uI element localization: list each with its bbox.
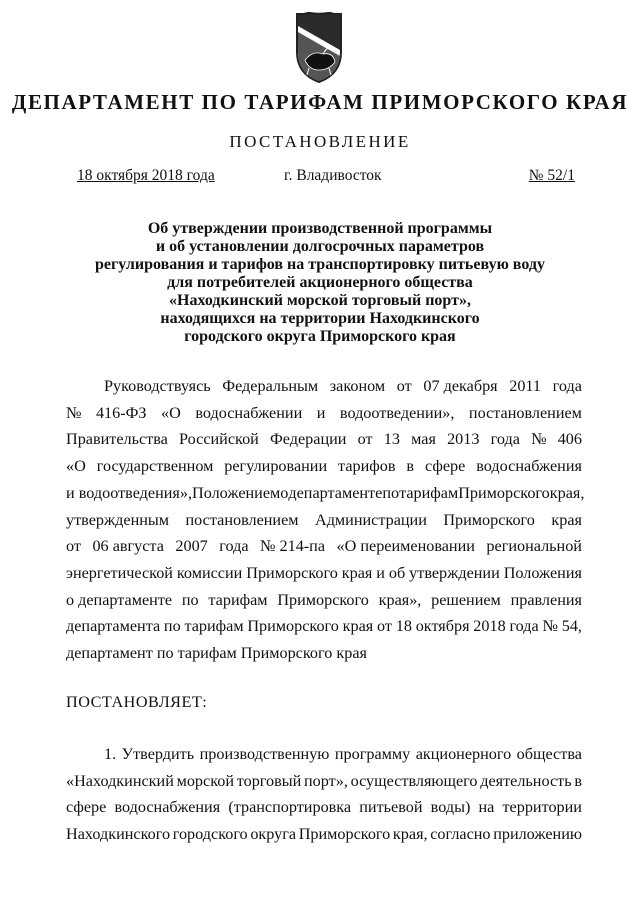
word: решением — [431, 590, 501, 609]
word: № 214-па — [260, 537, 326, 556]
word: (транспортировка — [228, 798, 352, 817]
title-line: «Находкинский морской торговый порт», — [169, 292, 471, 309]
text-line — [66, 768, 582, 795]
word: года — [509, 617, 539, 636]
word: Приморского — [246, 563, 338, 582]
word: по — [382, 483, 400, 502]
word: № — [66, 403, 82, 422]
item-1-paragraph — [66, 741, 582, 848]
title-line: и об установлении долгосрочных параметров — [155, 238, 485, 255]
word: Администрации — [315, 510, 427, 529]
word: «О переименовании — [336, 537, 475, 556]
preamble-paragraph — [66, 373, 585, 667]
word: тарифам — [399, 483, 459, 502]
word: края, — [549, 483, 585, 502]
word: водоснабжения — [476, 457, 582, 476]
word: морской — [176, 771, 235, 790]
text-line: департамент по тарифам Приморского края — [66, 644, 367, 663]
word: региональной — [486, 537, 582, 556]
text-line — [66, 587, 582, 614]
word: 2011 — [509, 377, 542, 395]
text-line — [66, 794, 582, 821]
word: о — [280, 483, 289, 502]
word: «О — [161, 403, 181, 422]
word: 1. — [104, 745, 117, 763]
word: акционерного — [415, 745, 512, 763]
word: городского — [172, 825, 248, 844]
word: на — [478, 798, 495, 817]
title-line: регулирования и тарифов на транспортировку питьевую воду — [95, 256, 545, 273]
word: питьевой — [359, 798, 423, 817]
word: об — [388, 563, 406, 582]
word: Руководствуясь — [104, 377, 211, 395]
word: утверждении — [409, 563, 500, 582]
word: постановлением — [468, 403, 582, 422]
word: Положением — [192, 483, 281, 502]
word: Находкинского — [66, 825, 171, 844]
word: Приморского — [298, 825, 391, 844]
text-line — [66, 373, 582, 400]
word: приложению — [493, 825, 582, 844]
word: от — [66, 537, 81, 556]
word: мая — [411, 430, 436, 449]
resolves-heading: ПОСТАНОВЛЯЕТ: — [66, 693, 208, 711]
word: департамента — [66, 617, 161, 636]
word: округа — [250, 825, 297, 844]
word: и — [316, 403, 326, 422]
word: 13 — [383, 430, 400, 449]
text-line — [66, 741, 582, 768]
word: года — [219, 537, 249, 556]
title-line: находящихся на территории Находкинского — [160, 310, 480, 327]
word: департаменте — [288, 483, 383, 502]
word: водоснабжения — [114, 798, 221, 817]
word: «О — [66, 457, 86, 476]
word: правления — [510, 590, 582, 609]
word: воды) — [430, 798, 471, 817]
word: постановлением — [185, 510, 299, 529]
word: сфере — [425, 457, 466, 476]
word: сфере — [66, 798, 107, 817]
word: 2013 — [447, 430, 480, 449]
word: о департаменте — [66, 590, 173, 609]
word: по — [181, 590, 199, 609]
word: Утвердить — [121, 745, 195, 763]
word: 416-ФЗ — [95, 403, 147, 422]
word: края, — [392, 825, 428, 844]
text-line — [66, 821, 582, 848]
word: деятельность — [480, 771, 572, 790]
text-line — [66, 533, 582, 560]
word: 06 августа — [92, 537, 164, 556]
word: в — [574, 771, 582, 790]
text-line — [66, 560, 582, 587]
word: № — [542, 617, 558, 636]
word: общества — [516, 745, 582, 763]
text-line — [66, 426, 582, 453]
word: Приморского — [443, 510, 535, 529]
word: Положения — [503, 563, 582, 582]
word: тарифам — [208, 590, 268, 609]
word: производственную — [199, 745, 330, 763]
word: государственном — [96, 457, 214, 476]
word: 406 — [557, 430, 582, 449]
word: края», — [378, 590, 422, 609]
text-line — [66, 400, 582, 427]
document-title — [60, 220, 580, 346]
word: Приморского — [247, 617, 339, 636]
word: 2007 — [175, 537, 208, 556]
word: Правительства — [66, 430, 168, 449]
word: по — [163, 617, 181, 636]
text-line — [66, 613, 582, 640]
word: края — [341, 563, 373, 582]
coat-of-arms-icon — [283, 12, 355, 84]
word: водоотведении», — [339, 403, 455, 422]
word: программу — [334, 745, 411, 763]
word: края — [551, 510, 582, 529]
word: от — [396, 377, 412, 395]
title-line: городского округа Приморского края — [184, 328, 456, 345]
word: комиссии — [176, 563, 243, 582]
text-line — [66, 480, 585, 507]
document-type: ПОСТАНОВЛЕНИЕ — [229, 132, 411, 151]
word: Приморского — [277, 590, 369, 609]
word: года — [552, 377, 582, 395]
word: от — [377, 617, 392, 636]
word: законом — [329, 377, 386, 395]
word: № — [531, 430, 547, 449]
document-date: 18 октября 2018 года — [77, 167, 215, 184]
word: регулировании — [224, 457, 328, 476]
word: тарифов — [338, 457, 396, 476]
word: года — [490, 430, 520, 449]
word: территории — [502, 798, 582, 817]
word: края — [342, 617, 374, 636]
title-line: Об утверждении производственной программы — [147, 220, 493, 237]
word: октября — [415, 617, 470, 636]
word: 2018 — [473, 617, 506, 636]
word: и водоотведения», — [66, 483, 193, 502]
word: в — [406, 457, 415, 476]
word: согласно — [430, 825, 491, 844]
word: 07 декабря — [423, 377, 498, 395]
word: тарифам — [184, 617, 244, 636]
word: 54, — [561, 617, 582, 636]
word: 18 — [395, 617, 412, 636]
word: Приморского — [458, 483, 550, 502]
word: утвержденным — [66, 510, 170, 529]
word: и — [376, 563, 385, 582]
text-line — [66, 507, 582, 534]
word: порт», — [304, 771, 348, 790]
word: от — [357, 430, 373, 449]
word: Федерации — [270, 430, 347, 449]
word: водоснабжении — [195, 403, 303, 422]
document-number: № 52/1 — [528, 167, 575, 184]
text-line — [66, 453, 582, 480]
word: энергетической — [66, 563, 173, 582]
title-line: для потребителей акционерного общества — [167, 274, 473, 291]
document-city: г. Владивосток — [284, 167, 382, 184]
word: торговый — [236, 771, 302, 790]
word: Федеральным — [222, 377, 319, 395]
word: осуществляющего — [350, 771, 478, 790]
word: «Находкинский — [66, 771, 174, 790]
department-title: ДЕПАРТАМЕНТ ПО ТАРИФАМ ПРИМОРСКОГО КРАЯ — [11, 90, 629, 114]
word: Российской — [179, 430, 259, 449]
